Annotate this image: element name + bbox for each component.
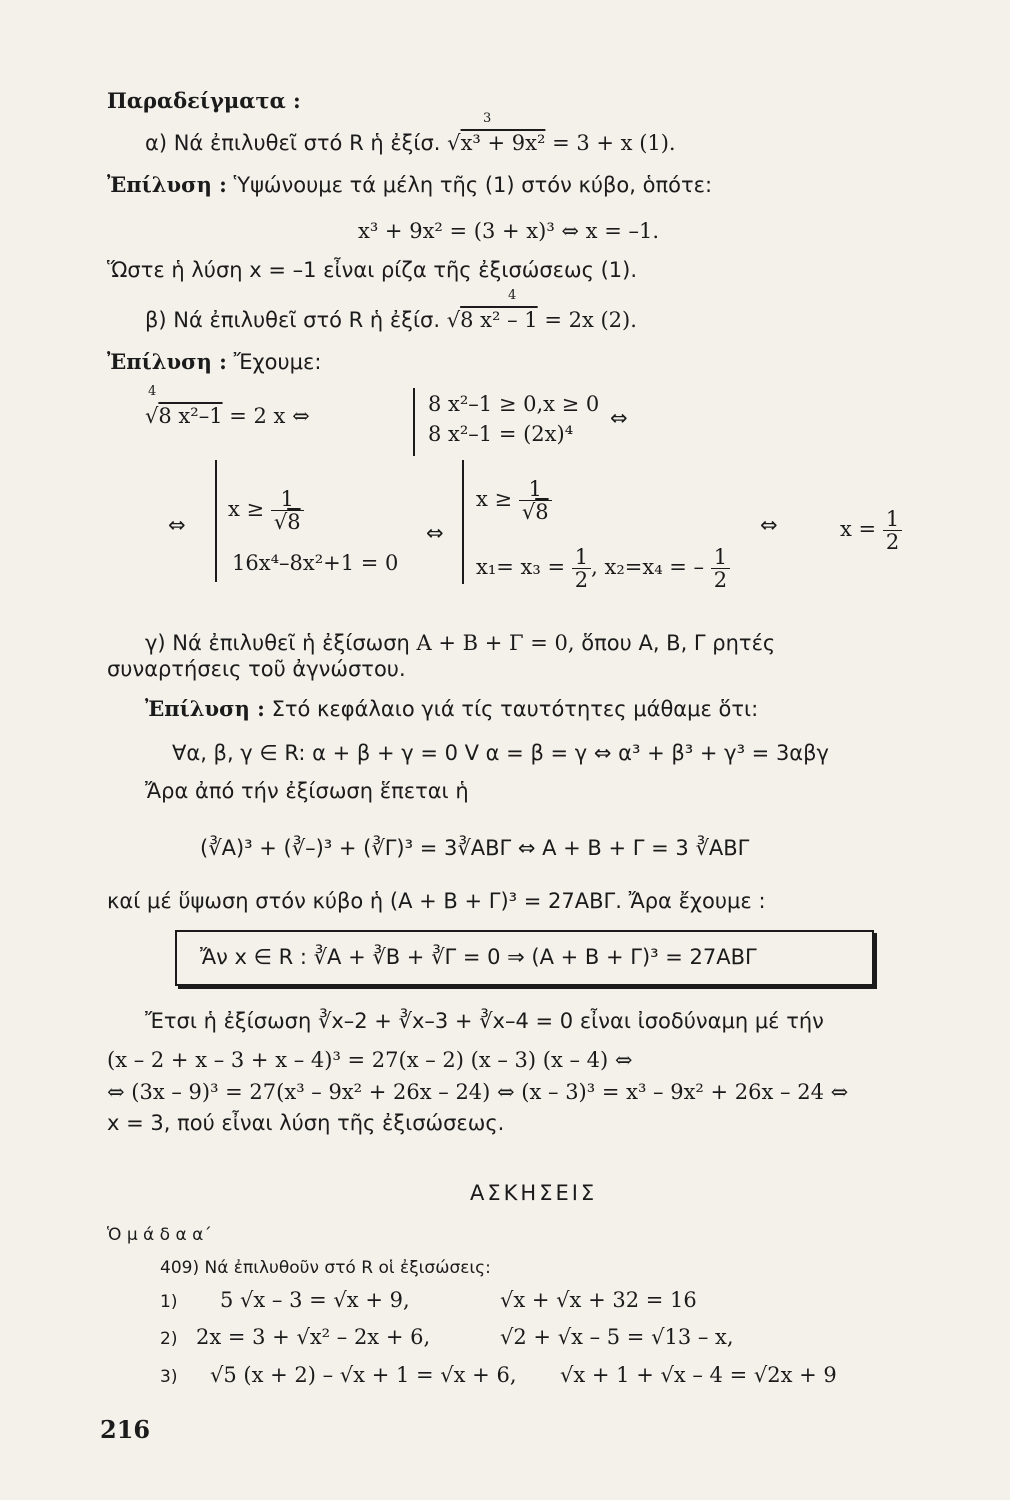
example-b-prefix: β) Νά ἐπιλυθεῖ στό R ἡ ἐξίσ. (145, 308, 441, 332)
system1-line1: 8 x²–1 ≥ 0,x ≥ 0 (428, 392, 600, 416)
fraction-one-half: $\frac{1}{2}$ (883, 508, 902, 553)
solution-label: Ἐπίλυση : (107, 172, 227, 197)
fraction-one-over-sqrt8 (519, 478, 552, 523)
example-a-solution (107, 172, 712, 198)
iff-symbol: ⇔ (426, 521, 444, 545)
equation-line-2: ⇔ (3x – 9)³ = 27(x³ – 9x² + 26x – 24) ⇔ (x – 3)³ = x³ – 9x² + 26x – 24 ⇔ (107, 1080, 849, 1104)
exercise-1-right: √x + √x + 32 = 16 (500, 1288, 697, 1312)
example-b-left-equation (145, 403, 310, 429)
example-b-radicand: 8 x² – 1 (460, 308, 538, 332)
numerator: 1 (271, 488, 304, 511)
final-prefix: x = (840, 517, 877, 541)
thus-line: Ἔτσι ἡ ἐξίσωση ∛x–2 + ∛x–3 + ∛x–4 = 0 εἶναι ἰσοδύναμη μέ τήν (145, 1009, 824, 1033)
example-a-prefix: α) Νά ἐπιλυθεῖ στό R ἡ ἐξίσ. (145, 131, 441, 155)
final-answer (840, 508, 902, 553)
denominator: √8 (273, 510, 301, 534)
exercise-3-left: √5 (x + 2) – √x + 1 = √x + 6, (210, 1363, 517, 1387)
iff-symbol: ⇔ (168, 513, 186, 537)
system2-line1 (228, 488, 304, 533)
example-a-conclusion: Ὥστε ἡ λύση x = –1 εἶναι ρίζα τῆς ἐξισώσεως (1). (107, 258, 638, 282)
exercise-2-right: √2 + √x – 5 = √13 – x, (500, 1325, 734, 1349)
fraction-one-half: $\frac{1}{2}$ (572, 546, 591, 591)
system-brace (413, 388, 415, 456)
exercise-1-num: 1) (160, 1292, 178, 1312)
fourth-root-index: 4 (148, 384, 157, 399)
exercise-3-num: 3) (160, 1367, 178, 1387)
example-c-statement-line2: συναρτήσεις τοῦ ἀγνώστου. (107, 657, 406, 681)
example-c-solution (145, 696, 758, 722)
exercises-heading: ΑΣΚΗΣΕΙΣ (470, 1181, 598, 1205)
system-brace (462, 460, 464, 584)
cube-root-index: 3 (483, 111, 492, 126)
identity-line: ∀α, β, γ ∈ R: α + β + γ = 0 V α = β = γ ⇔ α³ + β³ + γ³ = 3αβγ (172, 741, 829, 765)
example-c-rest: ὅπου Α, Β, Γ ρητές (581, 631, 776, 655)
page-number: 216 (100, 1415, 151, 1444)
left-radicand: 8 x²–1 (158, 404, 223, 428)
system3-line2 (476, 546, 730, 591)
exercise-1-left: 5 √x – 3 = √x + 9, (220, 1288, 410, 1312)
example-b-rest: = 2x (2). (544, 308, 637, 332)
equation-line-3: x = 3, πού εἶναι λύση τῆς ἐξισώσεως. (107, 1111, 505, 1135)
system3-line1 (476, 478, 552, 523)
example-c-statement (145, 630, 775, 656)
exercise-2-left: 2x = 3 + √x² – 2x + 6, (196, 1325, 431, 1349)
from-equation-line: Ἄρα ἀπό τήν ἐξίσωση ἕπεται ἡ (145, 779, 469, 803)
example-a-radicand: x³ + 9x² (460, 131, 546, 155)
equation-line-1: (x – 2 + x – 3 + x – 4)³ = 27(x – 2) (x – 3) (x – 4) ⇔ (107, 1048, 633, 1072)
solution-text: Στό κεφάλαιο γιά τίς ταυτότητες μάθαμε ὅτι: (271, 697, 759, 721)
left-rest: = 2 x ⇔ (229, 404, 310, 428)
exercise-2-num: 2) (160, 1329, 178, 1349)
example-a-statement (145, 130, 676, 156)
example-a-rest: = 3 + x (1). (552, 131, 676, 155)
exercise-3-right: √x + 1 + √x – 4 = √2x + 9 (560, 1363, 837, 1387)
solution-label: Ἐπίλυση : (145, 696, 265, 721)
system3-ineq: x ≥ (476, 487, 513, 511)
example-b-solution (107, 349, 321, 375)
roots-mid: , x₂=x₄ = – (591, 555, 705, 579)
solution-label: Ἐπίλυση : (107, 349, 227, 374)
numerator: 1 (519, 478, 552, 501)
system-brace (215, 460, 217, 582)
solution-text: Ὑψώνουμε τά μέλη τῆς (1) στόν κύβο, ὁπότε: (233, 173, 713, 197)
fourth-root-index: 4 (508, 288, 517, 303)
iff-symbol: ⇔ (760, 513, 778, 537)
exercises-group: Ὁ μ ά δ α α΄ (107, 1225, 212, 1245)
radical-sign: √ (447, 131, 461, 155)
roots-prefix: x₁= x₃ = (476, 555, 566, 579)
example-a-equation: x³ + 9x² = (3 + x)³ ⇔ x = –1. (358, 219, 660, 243)
denominator: √8 (521, 500, 549, 524)
example-c-prefix: γ) Νά ἐπιλυθεῖ ἡ ἐξίσωση (145, 631, 410, 655)
solution-text: Ἔχουμε: (233, 350, 322, 374)
cube-expression: (∛A)³ + (∛–)³ + (∛Γ)³ = 3∛ΑΒΓ ⇔ A + B + Γ = 3 ∛ΑΒΓ (200, 836, 750, 860)
system2-line2: 16x⁴–8x²+1 = 0 (232, 551, 399, 575)
cubing-line: καί μέ ὕψωση στόν κύβο ἡ (Α + Β + Γ)³ = 27ΑΒΓ. Ἄρα ἔχουμε : (107, 889, 766, 913)
system1-line2: 8 x²–1 = (2x)⁴ (428, 422, 574, 446)
examples-title: Παραδείγματα : (107, 88, 301, 113)
exercises-intro: 409) Νά ἐπιλυθοῦν στό R οἱ ἐξισώσεις: (160, 1258, 491, 1278)
radical-sign: √ (446, 308, 461, 332)
fraction-one-half: $\frac{1}{2}$ (711, 546, 730, 591)
boxed-result: Ἄν x ∈ R : ∛A + ∛B + ∛Γ = 0 ⇒ (A + B + Γ)³ = 27ΑΒΓ (200, 945, 757, 969)
example-c-equation: A + B + Γ = 0, (416, 631, 575, 655)
fraction-one-over-sqrt8 (271, 488, 304, 533)
radical-sign: √ (145, 404, 159, 428)
example-b-statement (145, 307, 637, 333)
system2-ineq: x ≥ (228, 497, 265, 521)
iff-symbol: ⇔ (610, 406, 628, 430)
